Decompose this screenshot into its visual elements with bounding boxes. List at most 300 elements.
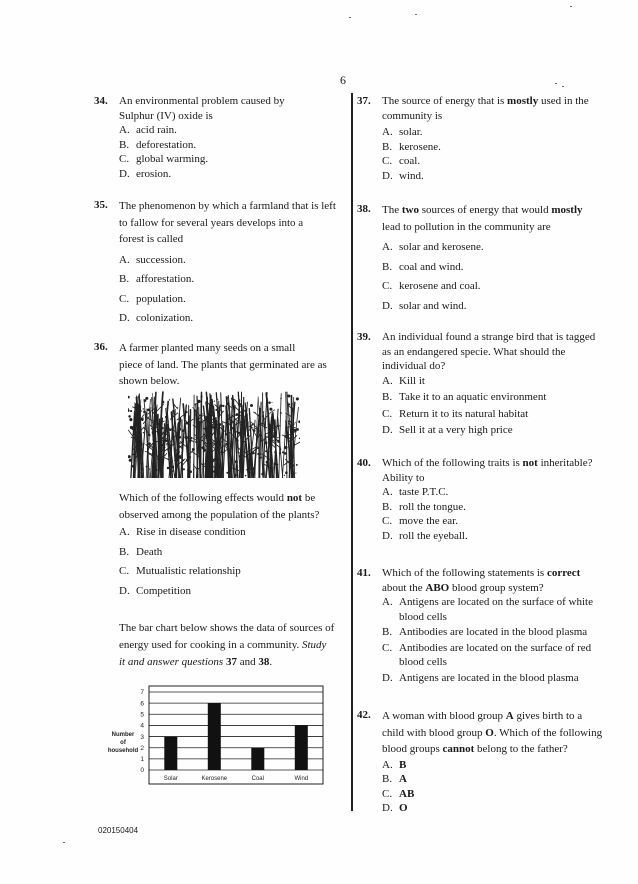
option-b[interactable]: B. Death xyxy=(119,545,163,558)
foliage-dot xyxy=(284,446,287,449)
foliage-dot xyxy=(280,398,282,400)
foliage-dot xyxy=(221,436,223,438)
y-tick-label: 1 xyxy=(140,756,144,764)
question-text: Which of the following statements is correct about the ABO blood group system? xyxy=(382,567,581,594)
foliage-dot xyxy=(186,411,188,413)
foliage-dot xyxy=(138,404,140,406)
foliage-dot xyxy=(206,461,209,464)
foliage-dot xyxy=(166,444,167,445)
foliage-dot xyxy=(148,434,150,436)
foliage-dot xyxy=(299,438,300,439)
option-a[interactable]: A. solar. xyxy=(382,126,423,139)
foliage-dot xyxy=(143,411,146,414)
foliage-dot xyxy=(152,439,154,441)
foliage-dot xyxy=(227,443,229,445)
option-c[interactable]: C. Return it to its natural habitat xyxy=(382,407,529,420)
foliage-dot xyxy=(189,440,192,443)
foliage-dot xyxy=(257,447,259,449)
foliage-dot xyxy=(268,401,271,404)
foliage-dot xyxy=(172,470,173,471)
foliage-dot xyxy=(240,457,242,459)
intro-text: The bar chart below shows the data of sources of energy used for cooking in a community. Study it and answer questions 37 and 38. xyxy=(119,622,335,669)
foliage-dot xyxy=(189,426,190,427)
foliage-dot xyxy=(209,403,212,406)
foliage-dot xyxy=(292,463,293,464)
y-axis-label: Number xyxy=(111,732,135,738)
option-d[interactable]: D. Competition xyxy=(119,584,191,597)
option-b[interactable]: B. roll the tongue. xyxy=(382,500,466,513)
foliage-dot xyxy=(213,470,215,472)
question-42 xyxy=(357,708,607,816)
foliage-dot xyxy=(179,456,182,459)
foliage-dot xyxy=(296,464,298,466)
foliage-dot xyxy=(133,433,135,435)
foliage-dot xyxy=(179,436,182,439)
option-a[interactable]: A. acid rain. xyxy=(119,124,177,137)
foliage-dot xyxy=(152,455,153,456)
question-number: 36. xyxy=(94,341,108,353)
foliage-dot xyxy=(185,436,188,439)
question-36 xyxy=(94,340,349,390)
foliage-dot xyxy=(161,433,162,434)
foliage-dot xyxy=(141,418,144,421)
question-number: 42. xyxy=(357,709,371,721)
y-tick-label: 0 xyxy=(140,767,144,775)
foliage-dot xyxy=(198,468,199,469)
foliage-dot xyxy=(260,440,262,442)
foliage-dot xyxy=(152,431,155,434)
foliage-dot xyxy=(272,402,273,403)
scan-speck xyxy=(562,86,564,87)
foliage-dot xyxy=(215,409,217,411)
question-number: 35. xyxy=(94,199,108,211)
question-39 xyxy=(357,330,607,438)
foliage-dot xyxy=(143,408,144,409)
foliage-dot xyxy=(169,399,170,400)
x-tick-label: Kerosene xyxy=(201,776,228,782)
foliage-dot xyxy=(226,472,228,474)
foliage-dot xyxy=(137,432,138,433)
foliage-dot xyxy=(169,429,171,431)
y-tick-label: 7 xyxy=(140,689,144,697)
foliage-dot xyxy=(219,423,222,426)
foliage-dot xyxy=(174,474,175,475)
option-c[interactable]: C. Antibodies are located on the surface of red blood cells xyxy=(382,641,592,669)
question-text: Which of the following traits is not inheritable? Ability to xyxy=(382,457,593,484)
option-d[interactable]: D. Sell it at a very high price xyxy=(382,424,513,437)
foliage-dot xyxy=(193,469,195,471)
foliage-dot xyxy=(250,404,253,407)
question-34 xyxy=(94,94,349,181)
foliage-dot xyxy=(261,438,262,439)
question-36-followup xyxy=(94,490,349,598)
foliage-dot xyxy=(148,442,151,445)
question-text: A woman with blood group A gives birth to a child with blood group O. Which of the following blood groups cannot belong to the father? xyxy=(382,710,603,755)
foliage-dot xyxy=(204,435,206,437)
foliage-dot xyxy=(182,459,184,461)
option-c[interactable]: C. kerosene and coal. xyxy=(382,280,481,293)
foliage-dot xyxy=(271,434,274,437)
question-37 xyxy=(357,94,607,183)
foliage-dot xyxy=(264,457,265,458)
question-number: 40. xyxy=(357,457,371,469)
foliage-dot xyxy=(260,457,262,459)
foliage-dot xyxy=(261,473,264,476)
question-35 xyxy=(94,198,349,326)
foliage-dot xyxy=(284,475,285,476)
foliage-dot xyxy=(186,446,188,448)
foliage-dot xyxy=(225,433,227,435)
foliage-dot xyxy=(277,437,278,438)
foliage-dot xyxy=(168,459,169,460)
scan-speck xyxy=(63,842,65,843)
foliage-dot xyxy=(152,446,154,448)
foliage-dot xyxy=(201,418,203,420)
foliage-dot xyxy=(258,415,261,418)
option-a[interactable]: A. succession. xyxy=(119,253,186,266)
foliage-dot xyxy=(279,435,280,436)
option-c[interactable]: C. Mutualistic relationship xyxy=(119,565,241,578)
y-tick-label: 4 xyxy=(140,722,144,730)
option-b[interactable]: B. A xyxy=(382,773,407,786)
question-text: The phenomenon by which a farmland that is left to fallow for several years develops into a forest is called xyxy=(119,200,336,245)
option-b[interactable]: B. Antibodies are located in the blood plasma xyxy=(382,626,588,639)
foliage-dot xyxy=(292,407,294,409)
foliage-dot xyxy=(161,401,164,404)
foliage-dot xyxy=(165,416,168,419)
y-tick-label: 6 xyxy=(140,700,144,708)
foliage-dot xyxy=(178,428,181,431)
foliage-dot xyxy=(128,409,130,412)
foliage-dot xyxy=(152,412,154,414)
foliage-dot xyxy=(130,410,132,412)
foliage-dot xyxy=(217,399,218,400)
foliage-dot xyxy=(161,462,162,463)
foliage-dot xyxy=(211,465,213,467)
option-a[interactable]: A. Kill it xyxy=(382,374,425,387)
foliage-dot xyxy=(214,419,216,421)
question-text: Which of the following effects would not be observed among the population of the plants? xyxy=(119,492,320,521)
dense-plants-illustration xyxy=(128,388,300,478)
foliage-dot xyxy=(295,473,296,474)
foliage-dot xyxy=(265,441,268,444)
foliage-dot xyxy=(138,472,140,474)
option-b[interactable]: B. afforestation. xyxy=(119,273,195,286)
foliage-dot xyxy=(166,443,167,444)
foliage-dot xyxy=(274,463,277,466)
foliage-dot xyxy=(165,428,167,430)
option-d[interactable]: D. erosion. xyxy=(119,167,172,180)
foliage-dot xyxy=(183,468,185,470)
foliage-dot xyxy=(232,422,233,423)
foliage-dot xyxy=(189,437,192,440)
foliage-dot xyxy=(145,397,148,400)
question-text: The two sources of energy that would mostly lead to pollution in the community are xyxy=(382,204,583,234)
foliage-dot xyxy=(221,433,222,434)
footer-code: 020150404 xyxy=(98,826,139,835)
foliage-dot xyxy=(187,470,188,471)
foliage-dot xyxy=(186,422,189,425)
foliage-dot xyxy=(280,449,281,450)
foliage-dot xyxy=(161,444,163,446)
foliage-dot xyxy=(199,415,201,417)
bar-coal xyxy=(251,748,264,770)
foliage-dot xyxy=(290,466,292,468)
question-number: 37. xyxy=(357,95,371,107)
foliage-dot xyxy=(203,438,204,439)
option-c[interactable]: C. global warming. xyxy=(119,153,209,166)
scan-speck xyxy=(349,17,351,18)
foliage-dot xyxy=(136,445,138,447)
bar-chart-intro xyxy=(94,620,349,671)
option-a[interactable]: A. Rise in disease condition xyxy=(119,526,246,538)
question-40 xyxy=(357,456,607,543)
foliage-dot xyxy=(245,475,247,477)
foliage-dot xyxy=(280,412,282,414)
foliage-dot xyxy=(292,464,294,466)
foliage-dot xyxy=(134,419,137,422)
foliage-dot xyxy=(161,427,163,429)
foliage-dot xyxy=(147,409,150,412)
foliage-dot xyxy=(129,459,132,462)
foliage-dot xyxy=(178,422,180,424)
foliage-dot xyxy=(253,429,256,432)
foliage-dot xyxy=(260,453,262,455)
question-number: 39. xyxy=(357,331,371,343)
foliage-dot xyxy=(252,452,254,454)
foliage-dot xyxy=(267,457,269,459)
foliage-dot xyxy=(249,450,251,452)
foliage-dot xyxy=(137,451,138,452)
option-d[interactable]: D. wind. xyxy=(382,169,424,182)
bar-wind xyxy=(295,725,308,770)
energy-sources-bar-chart xyxy=(101,684,333,792)
option-a[interactable]: A. solar and kerosene. xyxy=(382,241,484,254)
foliage-dot xyxy=(236,439,239,442)
question-text: A farmer planted many seeds on a small piece of land. The plants that germinated are as shown below. xyxy=(119,342,327,387)
foliage-dot xyxy=(262,416,263,417)
foliage-dot xyxy=(234,469,235,470)
foliage-dot xyxy=(138,445,140,447)
foliage-dot xyxy=(183,433,184,434)
option-b[interactable]: B. Take it to an aquatic environment xyxy=(382,391,547,404)
option-b[interactable]: B. coal and wind. xyxy=(382,260,464,273)
foliage-dot xyxy=(201,396,203,398)
foliage-dot xyxy=(232,399,234,401)
y-axis-label: of xyxy=(120,740,126,746)
foliage-dot xyxy=(140,448,143,451)
foliage-dot xyxy=(181,452,183,454)
question-41 xyxy=(357,566,607,685)
foliage-dot xyxy=(135,456,137,458)
foliage-dot xyxy=(135,414,137,416)
foliage-dot xyxy=(158,423,161,426)
option-a[interactable]: A. taste P.T.C. xyxy=(382,486,449,499)
scan-speck xyxy=(555,83,557,84)
scan-speck xyxy=(415,14,417,15)
foliage-dot xyxy=(249,413,250,414)
foliage-dot xyxy=(251,427,253,429)
option-c[interactable]: C. move the ear. xyxy=(382,515,458,528)
foliage-dot xyxy=(264,424,266,426)
foliage-dot xyxy=(269,408,272,411)
foliage-dot xyxy=(260,435,262,437)
foliage-dot xyxy=(177,407,178,408)
page-number: 6 xyxy=(340,73,346,87)
foliage-dot xyxy=(286,437,287,438)
foliage-dot xyxy=(129,418,132,421)
foliage-dot xyxy=(244,410,246,412)
foliage-dot xyxy=(290,421,292,423)
foliage-dot xyxy=(230,443,231,444)
y-tick-label: 5 xyxy=(140,711,144,719)
foliage-dot xyxy=(212,427,214,429)
foliage-dot xyxy=(292,461,293,462)
foliage-dot xyxy=(230,471,231,472)
foliage-dot xyxy=(159,458,160,459)
foliage-dot xyxy=(160,458,162,460)
option-d[interactable]: D. roll the eyeball. xyxy=(382,529,468,542)
option-a[interactable]: A. Antigens are located on the surface of white blood cells xyxy=(382,596,593,623)
foliage-dot xyxy=(267,400,268,401)
foliage-dot xyxy=(287,394,290,397)
y-tick-label: 2 xyxy=(140,744,144,752)
x-tick-label: Coal xyxy=(251,776,264,782)
foliage-dot xyxy=(293,429,296,432)
foliage-dot xyxy=(288,403,290,405)
foliage-dot xyxy=(186,459,189,462)
foliage-dot xyxy=(288,420,290,422)
foliage-dot xyxy=(144,399,147,402)
foliage-dot xyxy=(128,455,131,458)
foliage-dot xyxy=(282,451,284,453)
scan-speck xyxy=(570,6,572,7)
foliage-dot xyxy=(220,404,223,407)
foliage-dot xyxy=(146,466,148,468)
foliage-dot xyxy=(131,427,133,429)
foliage-dot xyxy=(188,456,191,459)
question-text: An environmental problem caused by Sulphur (IV) oxide is xyxy=(119,95,285,122)
foliage-dot xyxy=(169,447,171,449)
foliage-dot xyxy=(296,428,299,431)
foliage-dot xyxy=(276,425,278,427)
option-c[interactable]: C. coal. xyxy=(382,155,421,168)
foliage-dot xyxy=(214,401,215,402)
bar-solar xyxy=(164,737,177,770)
foliage-dot xyxy=(222,405,224,407)
foliage-dot xyxy=(214,458,216,460)
foliage-dot xyxy=(132,454,134,456)
foliage-dot xyxy=(183,437,184,438)
foliage-dot xyxy=(269,439,271,441)
option-d[interactable]: D. colonization. xyxy=(119,312,194,325)
option-b[interactable]: B. deforestation. xyxy=(119,138,197,151)
foliage-dot xyxy=(168,445,170,447)
option-a[interactable]: A. B xyxy=(382,758,407,771)
column-divider xyxy=(351,93,353,811)
foliage-dot xyxy=(296,397,299,400)
question-text: An individual found a strange bird that is tagged as an endangered specie. What should the individual do? xyxy=(382,331,596,373)
foliage-dot xyxy=(189,470,192,473)
foliage-dot xyxy=(298,420,300,423)
question-number: 38. xyxy=(357,203,371,215)
foliage-dot xyxy=(211,459,214,462)
foliage-dot xyxy=(136,396,137,397)
foliage-dot xyxy=(202,413,203,414)
foliage-dot xyxy=(248,460,251,463)
question-38 xyxy=(357,202,607,313)
option-d[interactable]: D. solar and wind. xyxy=(382,299,467,312)
question-number: 41. xyxy=(357,567,371,579)
question-number: 34. xyxy=(94,95,108,107)
plant-stem xyxy=(190,410,191,478)
foliage-dot xyxy=(210,419,212,421)
foliage-dot xyxy=(154,468,157,471)
y-axis-label: household xyxy=(107,748,139,754)
foliage-dot xyxy=(202,447,203,448)
foliage-dot xyxy=(167,467,169,469)
foliage-dot xyxy=(279,452,281,454)
option-d[interactable]: D. O xyxy=(382,802,408,815)
plant-stem xyxy=(286,392,287,478)
foliage-dot xyxy=(274,451,275,452)
foliage-dot xyxy=(198,426,199,427)
x-tick-label: Wind xyxy=(294,776,309,782)
foliage-dot xyxy=(195,414,197,416)
foliage-dot xyxy=(143,432,144,433)
plant-stem xyxy=(292,407,299,478)
foliage-dot xyxy=(197,400,200,403)
foliage-dot xyxy=(263,411,264,412)
foliage-dot xyxy=(198,447,200,449)
foliage-dot xyxy=(182,430,184,432)
foliage-dot xyxy=(247,434,249,436)
foliage-dot xyxy=(141,467,144,470)
foliage-dot xyxy=(238,432,240,434)
foliage-dot xyxy=(278,428,279,429)
foliage-dot xyxy=(209,414,210,415)
foliage-dot xyxy=(172,410,174,412)
foliage-dot xyxy=(128,415,131,418)
foliage-dot xyxy=(226,402,229,405)
foliage-dot xyxy=(295,422,296,423)
foliage-dot xyxy=(234,474,237,477)
foliage-dot xyxy=(266,461,269,464)
foliage-dot xyxy=(132,465,135,468)
option-c[interactable]: C. population. xyxy=(119,292,186,305)
foliage-dot xyxy=(209,432,210,433)
foliage-dot xyxy=(271,413,273,415)
foliage-dot xyxy=(195,441,198,444)
foliage-dot xyxy=(234,426,236,428)
option-c[interactable]: C. AB xyxy=(382,787,415,800)
foliage-dot xyxy=(253,473,255,475)
foliage-dot xyxy=(285,471,288,474)
foliage-dot xyxy=(257,453,259,455)
foliage-dot xyxy=(294,427,295,428)
foliage-dot xyxy=(242,415,243,416)
y-tick-label: 3 xyxy=(140,733,144,741)
foliage-dot xyxy=(128,396,130,399)
foliage-dot xyxy=(270,451,271,452)
plant-strokes xyxy=(128,392,300,478)
foliage-dot xyxy=(255,412,256,413)
option-b[interactable]: B. kerosene. xyxy=(382,140,441,153)
foliage-dot xyxy=(291,455,293,457)
option-d[interactable]: D. Antigens are located in the blood plasma xyxy=(382,671,579,684)
foliage-dot xyxy=(153,469,154,470)
foliage-dot xyxy=(218,458,220,460)
